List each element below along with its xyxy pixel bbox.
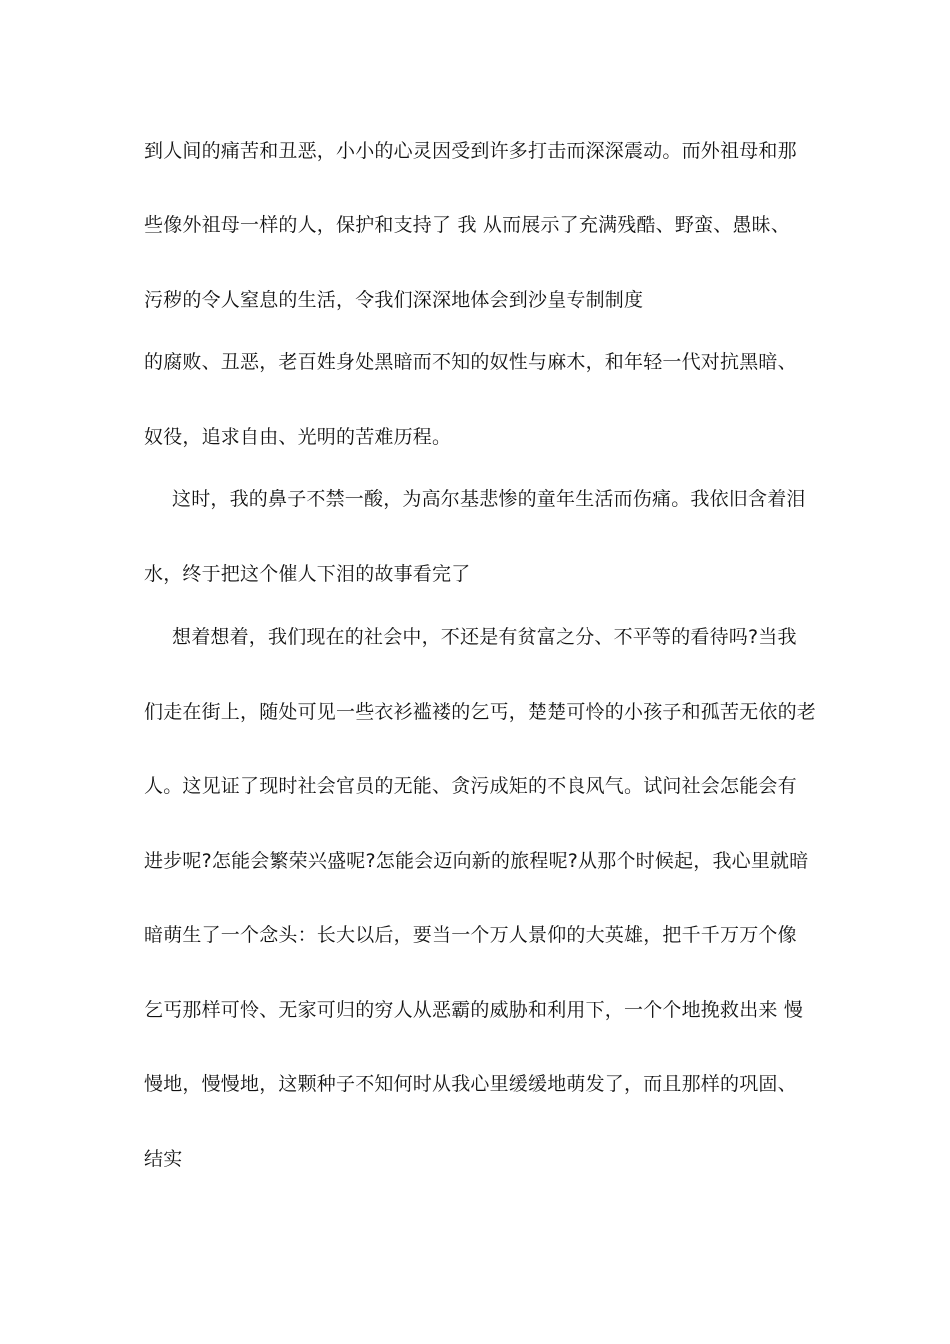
text-line: 暗萌生了一个念头：长大以后，要当一个万人景仰的大英雄，把千千万万个像 xyxy=(144,924,797,946)
text-line: 结实 xyxy=(144,1148,183,1170)
text-line: 水，终于把这个催人下泪的故事看完了 xyxy=(144,563,471,585)
text-line: 奴役，追求自由、光明的苦难历程。 xyxy=(144,426,452,448)
text-line: 乞丐那样可怜、无家可归的穷人从恶霸的威胁和利用下，一个个地挽救出来 慢 xyxy=(144,999,804,1021)
text-line: 们走在街上，随处可见一些衣衫褴褛的乞丐，楚楚可怜的小孩子和孤苦无依的老 xyxy=(144,701,817,723)
paragraph-start-line: 想着想着，我们现在的社会中，不还是有贫富之分、不平等的看待吗?当我 xyxy=(172,626,797,648)
text-line: 些像外祖母一样的人，保护和支持了 我 从而展示了充满残酷、野蛮、愚昧、 xyxy=(144,214,791,236)
text-line: 人。这见证了现时社会官员的无能、贪污成矩的不良风气。试问社会怎能会有 xyxy=(144,775,797,797)
text-line: 到人间的痛苦和丑恶，小小的心灵因受到许多打击而深深震动。而外祖母和那 xyxy=(144,140,797,162)
text-line: 的腐败、丑恶，老百姓身处黑暗而不知的奴性与麻木，和年轻一代对抗黑暗、 xyxy=(144,351,797,373)
text-line: 污秽的令人窒息的生活，令我们深深地体会到沙皇专制制度 xyxy=(144,289,644,311)
text-line: 慢地，慢慢地，这颗种子不知何时从我心里缓缓地萌发了，而且那样的巩固、 xyxy=(144,1073,797,1095)
paragraph-start-line: 这时，我的鼻子不禁一酸，为高尔基悲惨的童年生活而伤痛。我依旧含着泪 xyxy=(172,488,806,510)
text-line: 进步呢?怎能会繁荣兴盛呢?怎能会迈向新的旅程呢?从那个时候起，我心里就暗 xyxy=(144,850,809,872)
